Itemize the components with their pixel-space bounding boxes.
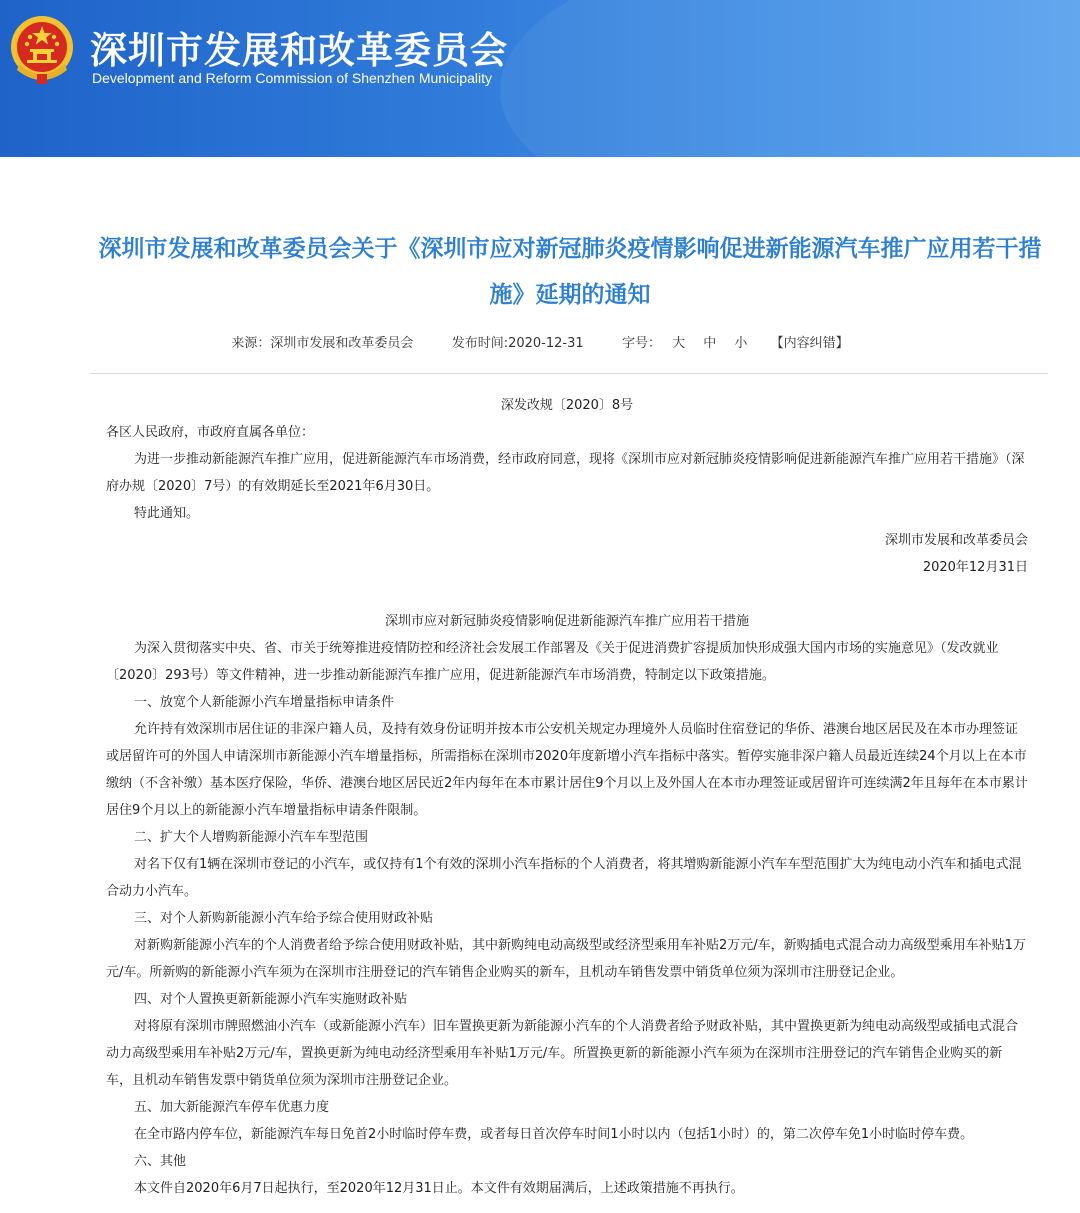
org-name-en[interactable]: Development and Reform Commission of Shenzhen Municipality [92,70,492,86]
meta-date: 发布时间:2020-12-31 [451,336,584,351]
section-text: 在全市路内停车位，新能源汽车每日免首2小时临时停车费，或者每日首次停车时间1小时以内（包括1小时）的，第二次停车免1小时临时停车费。 [134,1127,974,1142]
attachment-title: 深圳市应对新冠肺炎疫情影响促进新能源汽车推广应用若干措施 [384,614,749,629]
section-heading: 五、加大新能源汽车停车优惠力度 [134,1100,330,1115]
closing: 特此通知。 [134,506,200,521]
signature-org: 深圳市发展和改革委员会 [884,533,1028,548]
recipient: 各区人民政府，市政府直属各单位： [106,425,315,440]
article-meta [0,332,1080,351]
error-report-link[interactable]: 【内容纠错】 [770,336,849,351]
section-text: 本文件自2020年6月7日起执行，至2020年12月31日止。本文件有效期届满后，上述政策措施不再执行。 [134,1181,744,1196]
section-text: 对名下仅有1辆在深圳市登记的小汽车，或仅持有1个有效的深圳小汽车指标的个人消费者，将其增购新能源小汽车车型范围扩大为纯电动小汽车和插电式混合动力小汽车。 [106,857,1022,899]
font-size-large-button[interactable]: 大 [672,336,686,351]
section-text: 允许持有效深圳市居住证的非深户籍人员，及持有效身份证明并按本市公安机关规定办理境外人员临时住宿登记的华侨、港澳台地区居民及在本市办理签证或居留许可的外国人申请深圳市新能源小汽车增量指标，所需指标在深圳市2020年度新增小汽车指标中落实。暂停实施非深户籍人员最近连续24个月以上在本市缴纳（不含补缴）基本医疗保险，华侨、港澳台地区居民近2年内每年在本市累计居住9个月以上及外国人在本市办理签证或居留许可连续满2年且每年在本市累计居住9个月以上的新能源小汽车增量指标申请条件限制。 [106,722,1028,818]
font-size-medium-button[interactable]: 中 [703,336,717,351]
header-decoration [500,0,1080,157]
meta-divider [90,373,1048,374]
attachment-intro: 为深入贯彻落实中央、省、市关于统筹推进疫情防控和经济社会发展工作部署及《关于促进消费扩容提质加快形成强大国内市场的实施意见》（发改就业〔2020〕293号）等文件精神，进一步推动新能源汽车推广应用，促进新能源汽车市场消费，特制定以下政策措施。 [106,641,999,683]
font-size-label: 字号： [621,336,661,351]
signature-date: 2020年12月31日 [922,560,1028,575]
meta-source: 来源：深圳市发展和改革委员会 [231,336,414,351]
section-heading: 六、其他 [134,1154,187,1169]
national-emblem-icon[interactable] [9,14,75,86]
org-name-cn[interactable]: 深圳市发展和改革委员会 [90,29,508,72]
section-heading: 一、放宽个人新能源小汽车增量指标申请条件 [134,695,395,710]
section-text: 对将原有深圳市牌照燃油小汽车（或新能源小汽车）旧车置换更新为新能源小汽车的个人消费者给予财政补贴，其中置换更新为纯电动高级型或插电式混合动力高级型乘用车补贴2万元/车，置换更新为纯电动经济型乘用车补贴1万元/车。所置换更新的新能源小汽车须为在深圳市注册登记的汽车销售企业购买的新车，且机动车销售发票中销货单位须为深圳市注册登记企业。 [106,1019,1019,1088]
doc-number: 深发改规〔2020〕8号 [500,398,634,413]
notice-body: 为进一步推动新能源汽车推广应用，促进新能源汽车市场消费，经市政府同意，现将《深圳市应对新冠肺炎疫情影响促进新能源汽车推广应用若干措施》（深府办规〔2020〕7号）的有效期延长至2021年6月30日。 [106,452,1025,494]
section-heading: 三、对个人新购新能源小汽车给予综合使用财政补贴 [134,911,434,926]
article-body [106,392,1028,1202]
section-text: 对新购新能源小汽车的个人消费者给予综合使用财政补贴，其中新购纯电动高级型或经济型乘用车补贴2万元/车，新购插电式混合动力高级型乘用车补贴1万元/车。所新购的新能源小汽车须为在深圳市注册登记的汽车销售企业购买的新车，且机动车销售发票中销货单位须为深圳市注册登记企业。 [106,938,1026,980]
article-title: 深圳市发展和改革委员会关于《深圳市应对新冠肺炎疫情影响促进新能源汽车推广应用若干措施》延期的通知 [98,236,1042,308]
font-size-small-button[interactable]: 小 [734,336,748,351]
section-heading: 二、扩大个人增购新能源小汽车车型范围 [134,830,369,845]
section-heading: 四、对个人置换更新新能源小汽车实施财政补贴 [134,992,408,1007]
site-header [0,0,1080,157]
